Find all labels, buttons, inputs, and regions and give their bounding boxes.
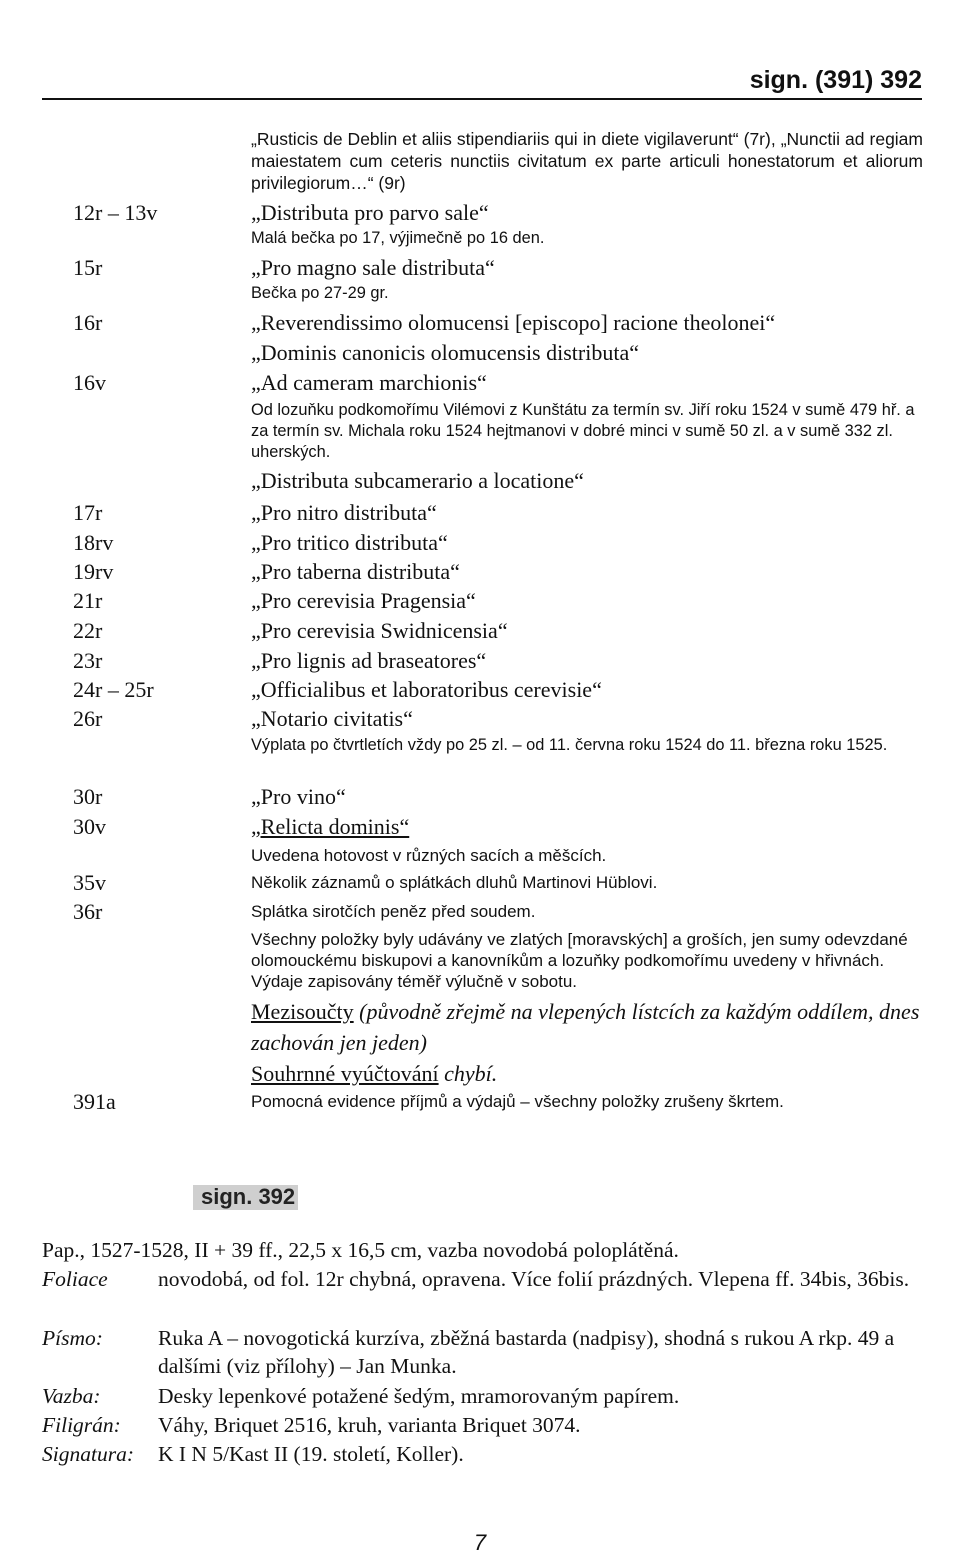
entry-note: Od lozuňku podkomořímu Vilémovi z Kunštátu za termín sv. Jiří roku 1524 v sumě 479 hř. a za termín sv. Michala roku 1524 hejtmanovi v dobré minci v sumě 50 zl. a v sumě 332 zl. uherských. [251,401,915,461]
entry-title: „Pro cerevisia Swidnicensia“ [251,618,508,643]
entry-note: Pomocná evidence příjmů a výdajů – všechny položky zrušeny škrtem. [251,1092,784,1111]
entry-title: „Pro nitro distributa“ [251,500,437,525]
field-value: novodobá, od fol. 12r chybná, opravena. Více folií prázdných. Vlepena ff. 34bis, 36bis. [158,1267,910,1291]
entry-title-2: „Dominis canonicis olomucensis distributa“ [251,340,639,365]
entry-note: Uvedena hotovost v různých sacích a měšcích. [251,846,607,865]
physical-description: Pap., 1527-1528, II + 39 ff., 22,5 x 16,5 cm, vazba novodobá poloplátěná. [42,1238,679,1262]
field-value: Ruka A – novogotická kurzíva, zběžná bastarda (nadpisy), shodná s rukou A rkp. 49 a dalšími (viz přílohy) – Jan Munka. [158,1326,895,1378]
field-label: Vazba: [42,1384,101,1408]
field-value: K I N 5/Kast II (19. století, Koller). [158,1442,464,1466]
entry-title: „Reverendissimo olomucensi [episcopo] racione theolonei“ [251,310,776,335]
intro-paragraph: „Rusticis de Deblin et aliis stipendiariis qui in diete vigilaverunt“ (7r), „Nunctii ad regiam maiestatem cum ceteris nunctiis civitatum ex parte articuli honestatorum et aliorum privilegiorum…“ (9r) [251,129,923,193]
folio-label: 17r [73,500,103,525]
page-number: 7 [473,1530,487,1555]
folio-label: 19rv [73,559,114,584]
entry-title: „Pro tritico distributa“ [251,530,448,555]
entry-title: „Officialibus et laboratoribus cerevisie“ [251,677,602,702]
folio-label: 15r [73,255,103,280]
field-label: Signatura: [42,1442,134,1466]
entry-note: Splátka sirotčích peněz před soudem. [251,902,536,921]
folio-label: 23r [73,648,103,673]
entry-title: „Pro cerevisia Pragensia“ [251,588,476,613]
field-value: Desky lepenkové potažené šedým, mramorovaným papírem. [158,1384,680,1408]
folio-label: 35v [73,870,106,895]
field-value: Váhy, Briquet 2516, kruh, varianta Briquet 3074. [158,1413,581,1437]
folio-label: 16v [73,370,106,395]
entry-title: „Pro magno sale distributa“ [251,255,495,280]
summary-remark: chybí. [438,1061,498,1086]
summary-label: Souhrnné vyúčtování [251,1061,439,1086]
entry-note: Výplata po čtvrtletích vždy po 25 zl. – od 11. června roku 1524 do 11. března roku 1525. [251,736,888,754]
folio-label: 18rv [73,530,114,555]
subtotals-label: Mezisoučty [251,999,354,1024]
folio-label: 30r [73,784,103,809]
entry-title: „Distributa pro parvo sale“ [251,200,489,225]
folio-label: 30v [73,814,106,839]
entry-title: „Notario civitatis“ [251,706,413,731]
folio-label: 21r [73,588,103,613]
entry-title: „Pro lignis ad braseatores“ [251,648,487,673]
entry-title: „Pro taberna distributa“ [251,559,460,584]
running-header: sign. (391) 392 [749,66,922,94]
entry-note: Malá bečka po 17, výjimečně po 16 den. [251,229,545,247]
sign-392-badge [193,1185,298,1210]
entry-title: „Pro vino“ [251,784,346,809]
folio-label: 391a [73,1089,116,1114]
subtotals-line [251,996,923,1058]
summary-line [251,1058,923,1089]
folio-label: 12r – 13v [73,200,158,225]
folio-label: 36r [73,899,103,924]
field-label: Foliace [42,1267,108,1291]
field-label: Filigrán: [42,1413,121,1437]
entry-note: Bečka po 27-29 gr. [251,284,389,302]
subtotals-remark: (původně zřejmě na vlepených lístcích za každým oddílem, dnes zachován jen jeden) [251,999,920,1055]
entry-note: Několik záznamů o splátkách dluhů Martinovi Hüblovi. [251,873,658,892]
folio-label: 22r [73,618,103,643]
folio-label: 26r [73,706,103,731]
entry-note-2: Všechny položky byly udávány ve zlatých [moravských] a groších, jen sumy odevzdané olomouckému biskupovi a kanovníkům a lozuňky podkomořímu uvedeny v hřivnách. Výdaje zapisovány téměř výlučně v sobotu. [251,930,908,991]
entry-title: „Relicta dominis“ [251,814,410,839]
sign-392-label: sign. 392 [201,1184,296,1209]
entry-title-2: „Distributa subcamerario a locatione“ [251,468,584,493]
folio-label: 24r – 25r [73,677,154,702]
folio-label: 16r [73,310,103,335]
header-rule [42,98,922,100]
entry-title: „Ad cameram marchionis“ [251,370,487,395]
field-label: Písmo: [42,1326,103,1350]
